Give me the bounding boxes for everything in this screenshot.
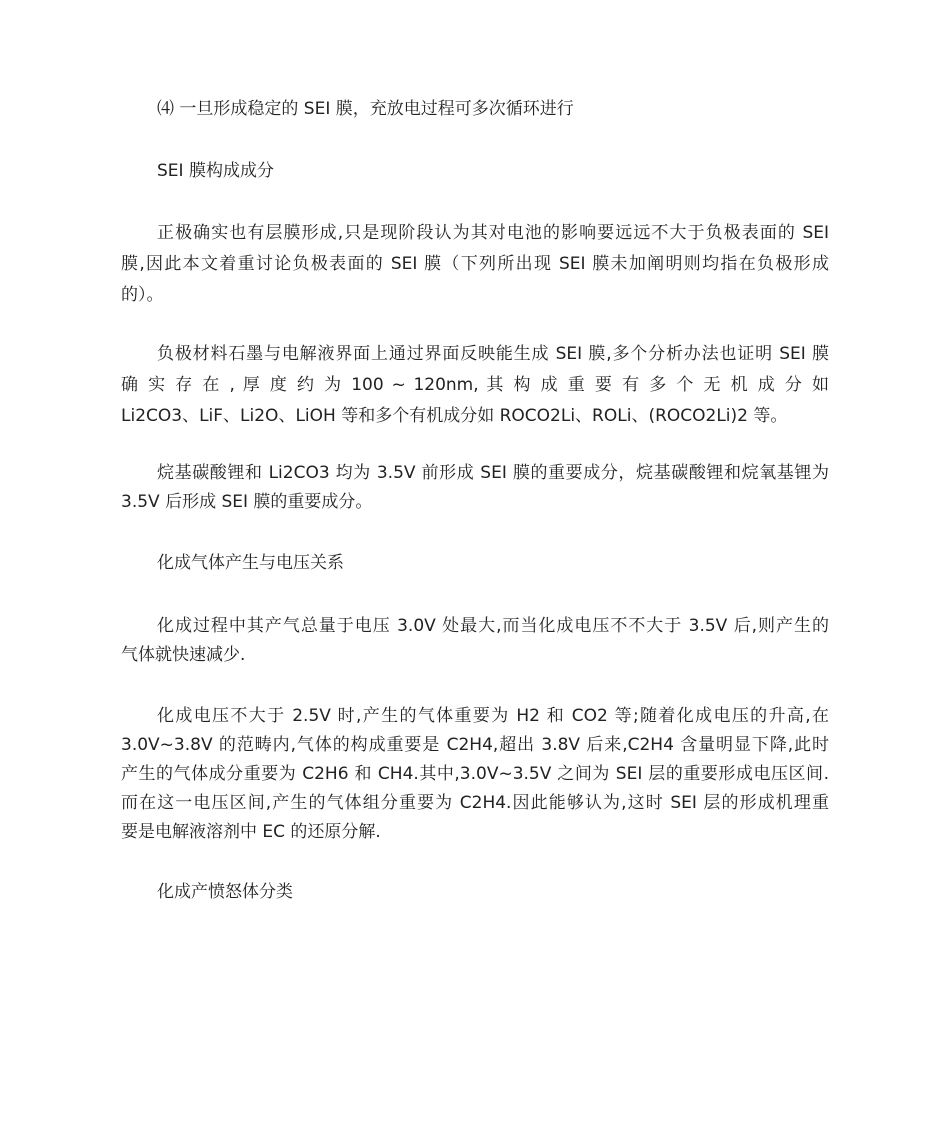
paragraph-line: 膜,因此本文着重讨论负极表面的 SEI 膜（下列所出现 SEI 膜未加阐明则均指在负极形成 (121, 254, 829, 274)
paragraph-line: 烷基碳酸锂和 Li2CO3 均为 3.5V 前形成 SEI 膜的重要成分，烷基碳酸锂和烷氧基锂为 (157, 463, 829, 483)
paragraph-line: 3.0V~3.8V 的范畴内,气体的构成重要是 C2H4,超出 3.8V 后来,C2H4 含量明显下降,此时 (121, 735, 829, 755)
paragraph-line: 确 实 存 在 , 厚 度 约 为 100 ~ 120nm, 其 构 成 重 要 有 多 个 无 机 成 分 如 (121, 375, 829, 395)
paragraph-line: Li2CO3、LiF、Li2O、LiOH 等和多个有机成分如 ROCO2Li、ROLi、(ROCO2Li)2 等。 (121, 406, 788, 426)
paragraph-line: 正极确实也有层膜形成,只是现阶段认为其对电池的影响要远远不大于负极表面的 SEI (157, 223, 829, 243)
section-heading-sei-composition: SEI 膜构成成分 (157, 161, 274, 181)
paragraph-line: 气体就快速减少. (121, 645, 246, 665)
section-heading-gas-classification: 化成产愤怒体分类 (157, 882, 293, 902)
paragraph-line: 化成过程中其产气总量于电压 3.0V 处最大,而当化成电压不不大于 3.5V 后,则产生的 (157, 616, 829, 636)
section-heading-gas-voltage: 化成气体产生与电压关系 (157, 553, 344, 573)
paragraph-line: 负极材料石墨与电解液界面上通过界面反映能生成 SEI 膜,多个分析办法也证明 SEI 膜 (157, 344, 829, 364)
paragraph-line: 3.5V 后形成 SEI 膜的重要成分。 (121, 492, 373, 512)
list-item-step-4: ⑷ 一旦形成稳定的 SEI 膜，充放电过程可多次循环进行 (157, 99, 574, 119)
paragraph-line: 化成电压不大于 2.5V 时,产生的气体重要为 H2 和 CO2 等;随着化成电压的升高,在 (157, 706, 829, 726)
paragraph-line: 要是电解液溶剂中 EC 的还原分解. (121, 822, 381, 842)
paragraph-line: 的）。 (121, 285, 164, 305)
paragraph-line: 而在这一电压区间,产生的气体组分重要为 C2H4.因此能够认为,这时 SEI 层的形成机理重 (121, 793, 829, 813)
paragraph-line: 产生的气体成分重要为 C2H6 和 CH4.其中,3.0V~3.5V 之间为 SEI 层的重要形成电压区间. (121, 764, 829, 784)
